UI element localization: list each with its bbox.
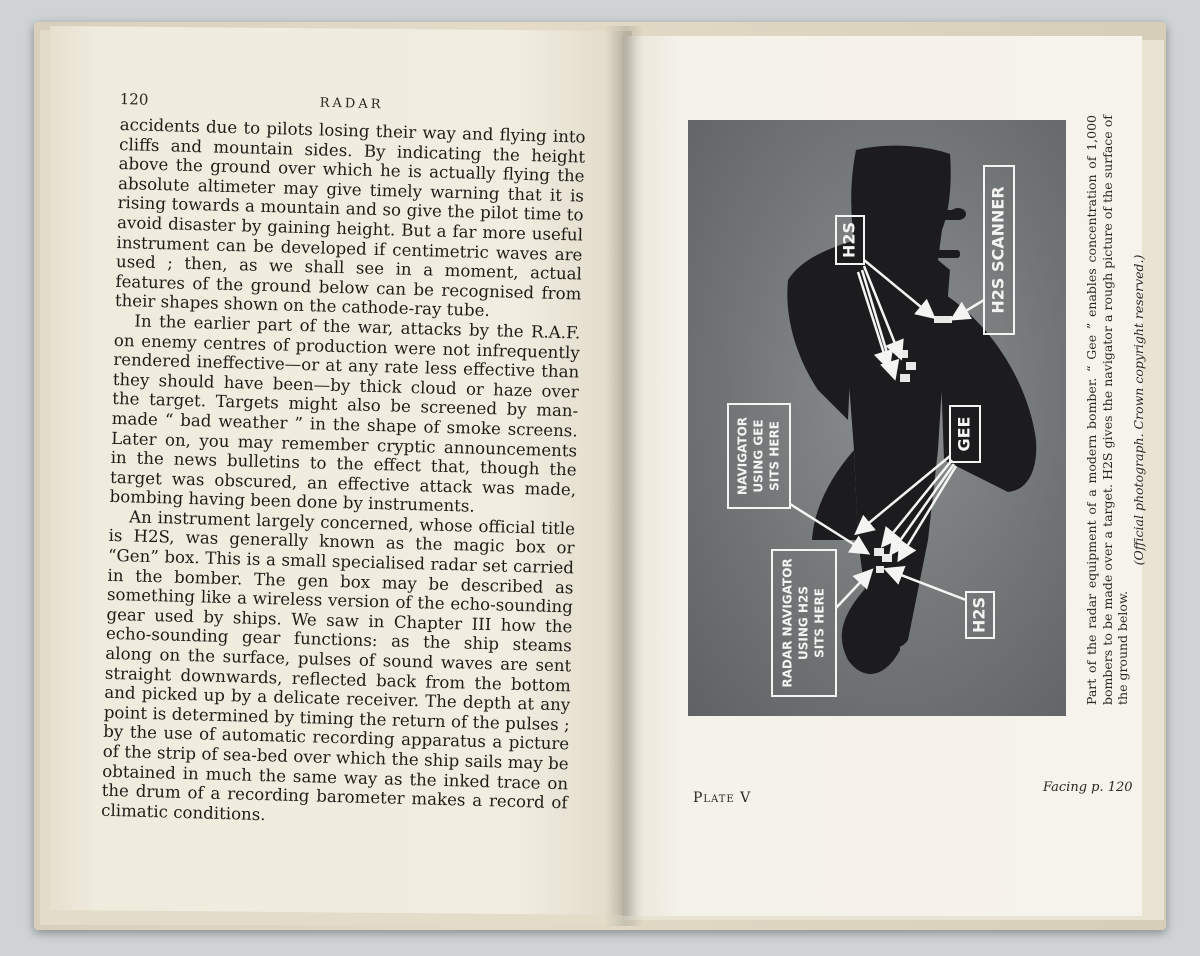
label-h2s-scanner [984, 166, 1014, 334]
bomber-photograph [688, 120, 1066, 716]
spine-shadow [604, 26, 644, 926]
svg-text:USING GEE: USING GEE [751, 419, 766, 493]
label-navigator [728, 404, 790, 508]
bomber-diagram [688, 120, 1066, 716]
label-h2s-bottom [966, 592, 994, 638]
svg-text:NAVIGATOR: NAVIGATOR [735, 416, 750, 496]
plate-number: Plate V [693, 790, 752, 806]
paragraph-1: accidents due to pilots losing their way and flying into cliffs and mountain sides. By indicating the height above the ground over which he is actually flying the absolute altimeter may give timely warning that it is rising towards a mountain and so give the pilot time to avoid disaster by gaining height. But a far more useful instrument can be developed if centimetric waves are used ; then, as we shall see in a moment, actual features of the ground below can be recognised from their shapes shown on the cathode-ray tube. [114, 115, 586, 321]
paragraph-3: An instrument largely concerned, whose official title is H2S, was generally known as the magic box or “Gen” box. This is a small specialised radar set carried in the bomber. The gen box may be described as something like a wireless version of the echo-sounding gear used by ships. We saw in Chapter III how the echo-sounding gear functions: as the ship steams along on the surface, pulses of sound waves are sent straight downwards, reflected back from the bottom and picked up by a delicate receiver. The depth at any point is determined by timing the return of the pulses ; by the use of automatic recording apparatus a picture of the strip of sea-bed over which the ship sails may be obtained in much the same way as the inked trace on the drum of a recording barometer makes a record of climatic conditions. [100, 507, 576, 824]
svg-text:GEE: GEE [954, 416, 974, 452]
caption-text: Part of the radar equipment of a modern bomber. “ Gee ” enables concentration of 1,000 bombers to be made over a target. H2S gives the navigator a rough picture of the surface of the ground below. [1084, 115, 1130, 705]
svg-text:SITS HERE: SITS HERE [767, 421, 782, 491]
page-number: 120 [119, 90, 149, 109]
caption-credit: (Official photograph. Crown copyright reserved.) [1130, 254, 1146, 566]
body-text [101, 115, 586, 833]
svg-text:H2S SCANNER: H2S SCANNER [988, 186, 1008, 314]
svg-text:USING H2S: USING H2S [796, 586, 811, 660]
label-radar-navigator [772, 550, 836, 696]
svg-text:RADAR NAVIGATOR: RADAR NAVIGATOR [780, 558, 795, 688]
svg-text:H2S: H2S [839, 221, 859, 259]
plate-caption [1084, 115, 1144, 705]
paragraph-2: In the earlier part of the war, attacks by the R.A.F. on enemy centres of production were not infrequently rendered ineffective—or at any rate less effective than they should have been—by thick cloud or haze over the target. Targets might also be screened by man-made “ bad weather ” in the shape of smoke screens. Later on, you may remember cryptic announcements in the news bulletins to the effect that, though the target was obscured, an effective attack was made, bombing having been done by instruments. [109, 311, 581, 517]
svg-text:H2S: H2S [969, 596, 989, 634]
facing-page-reference: Facing p. 120 [1043, 780, 1133, 795]
running-title: RADAR [319, 95, 384, 113]
svg-text:SITS HERE: SITS HERE [812, 588, 827, 658]
